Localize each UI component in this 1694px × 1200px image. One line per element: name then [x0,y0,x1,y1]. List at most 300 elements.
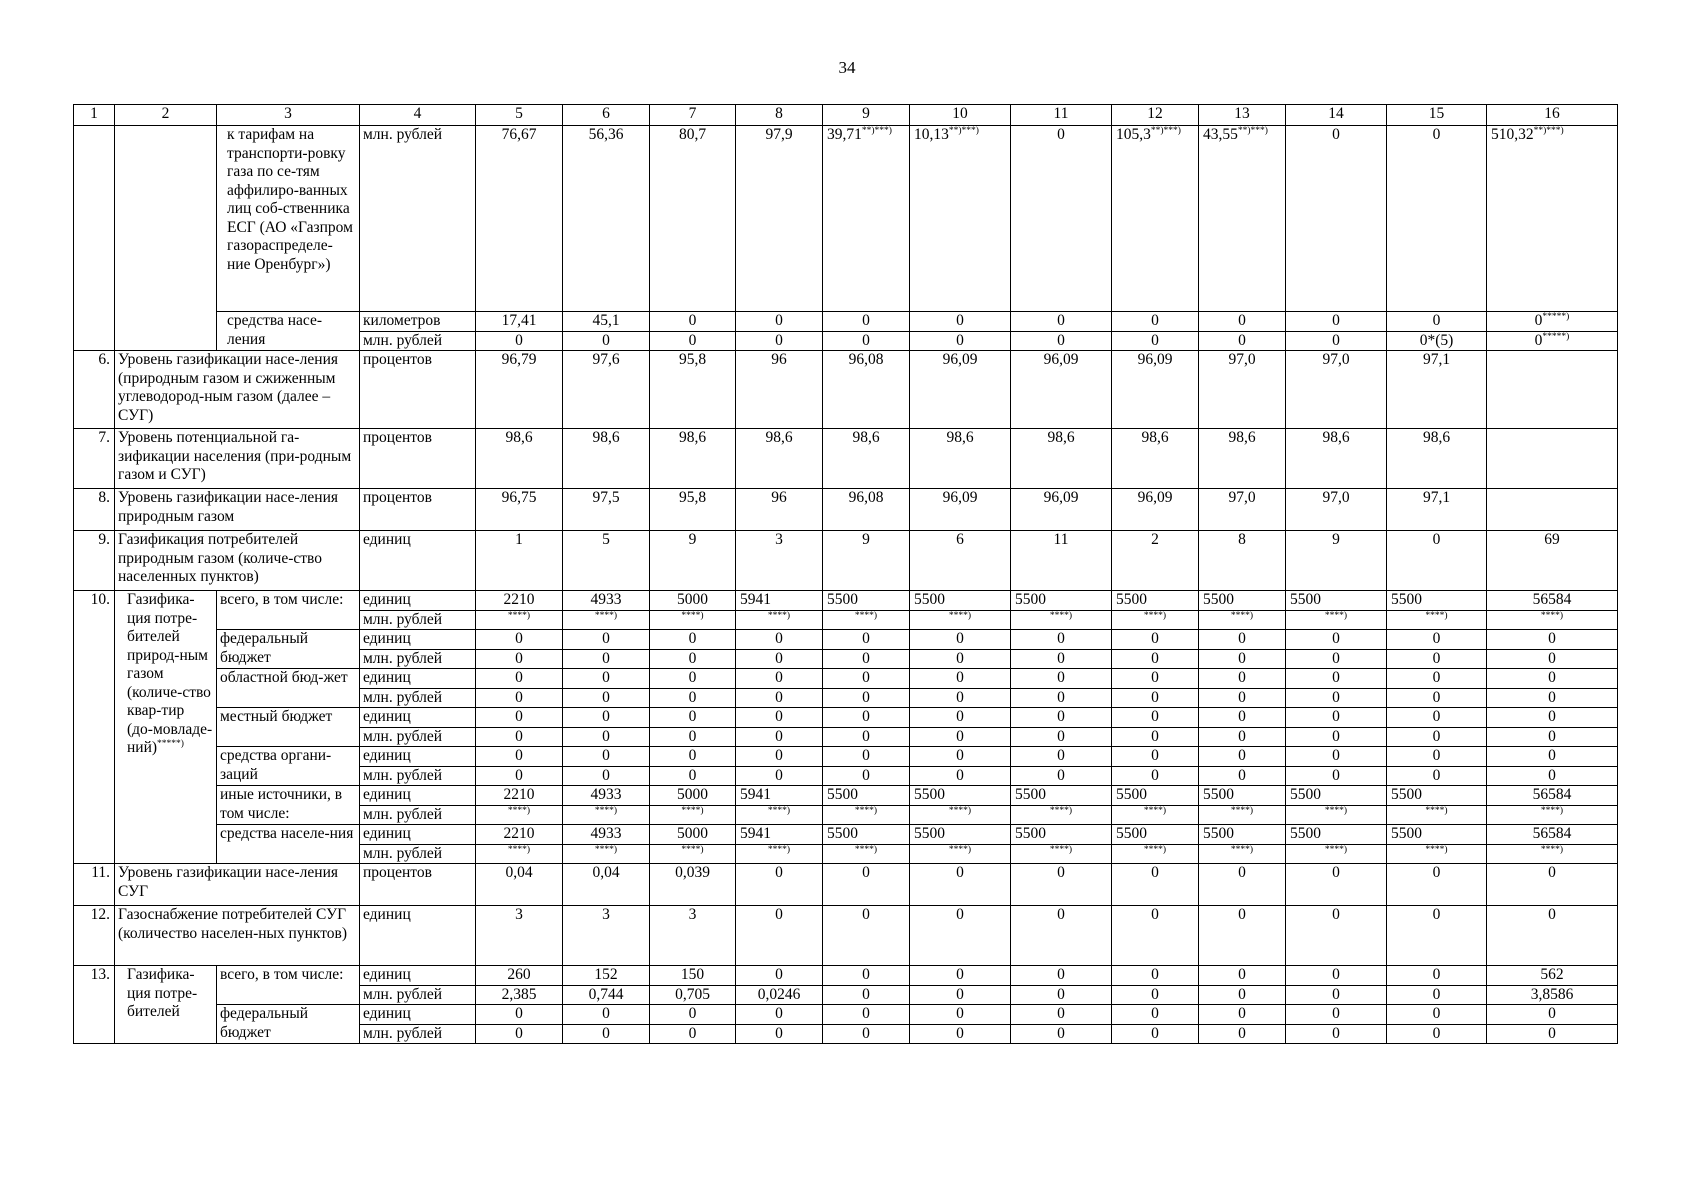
value-cell [1286,844,1387,864]
value-cell: 0 [1112,630,1199,650]
cell-value: 10,13 [914,126,949,143]
value-cell: 0 [476,1005,563,1025]
value-cell: 2210 [476,825,563,845]
value-cell: 0 [910,766,1011,786]
value-cell: 98,6 [1011,429,1112,489]
unit-cell: единиц [360,630,476,650]
indicator-label: Газификация потребителей природным газом (количе-ство населенных пунктов) [115,531,360,591]
value-cell: 0 [736,1024,823,1044]
value-cell: 96,08 [823,489,910,531]
value-cell: 0 [650,312,736,332]
value-cell: 0 [563,1005,650,1025]
unit-cell: процентов [360,351,476,429]
unit-cell: единиц [360,591,476,611]
unit-cell: единиц [360,669,476,689]
value-cell: 0 [650,630,736,650]
value-cell: 0 [1387,906,1487,966]
value-cell: 0 [910,727,1011,747]
row-number: 11. [74,864,115,906]
value-cell: 0 [1286,688,1387,708]
column-header: 12 [1112,105,1199,126]
value-cell: 0 [910,747,1011,767]
value-cell: 2,385 [476,985,563,1005]
indicator-label: Уровень газификации насе-ления (природным газом и сжиженным углеводород-ным газом (далее – СУГ) [115,351,360,429]
value-cell: 0 [1487,708,1618,728]
value-cell: 152 [563,966,650,986]
value-cell: 5500 [1112,591,1199,611]
value-cell: 0 [1286,985,1387,1005]
value-cell: 0 [823,331,910,351]
value-cell: 5500 [910,786,1011,806]
table-row [74,864,1618,906]
sub-label: средства населе-ния [217,825,360,864]
value-cell [736,805,823,825]
value-cell [1487,610,1618,630]
footnote-mark: **)***) [1237,125,1268,136]
value-cell: 0 [1387,708,1487,728]
value-cell: 5500 [1199,825,1286,845]
value-cell [476,844,563,864]
value-cell [1011,844,1112,864]
value-cell: 0 [823,630,910,650]
value-cell: 0 [563,708,650,728]
value-cell: 0 [1387,1005,1487,1025]
sub-label: местный бюджет [217,708,360,747]
value-cell: 0 [650,766,736,786]
footnote-mark: ****) [854,805,878,816]
value-cell: 96,08 [823,351,910,429]
footnote-mark: ****) [507,805,531,816]
footnote-mark: **)***) [861,125,892,136]
value-cell: 0 [476,669,563,689]
column-header: 15 [1387,105,1487,126]
unit-cell: процентов [360,429,476,489]
row-number: 9. [74,531,115,591]
value-cell [650,610,736,630]
value-cell: 5941 [736,825,823,845]
value-cell: 0 [823,688,910,708]
footnote-mark: *****) [1542,331,1570,342]
value-cell [650,844,736,864]
value-cell: 150 [650,966,736,986]
value-cell [1199,844,1286,864]
column-header: 11 [1011,105,1112,126]
indicator-label: Газифика-ция потре-бителей [115,966,217,1044]
value-cell: 5500 [1387,786,1487,806]
value-cell: 0 [1199,708,1286,728]
value-cell: 0,744 [563,985,650,1005]
table-row [74,747,1618,767]
column-header: 8 [736,105,823,126]
footnote-mark: ****) [1230,610,1254,621]
unit-cell: единиц [360,786,476,806]
value-cell: 0 [1199,312,1286,332]
value-cell: 0 [476,649,563,669]
indicator-label: Уровень газификации насе-ления СУГ [115,864,360,906]
value-cell [476,805,563,825]
value-cell: 5941 [736,591,823,611]
unit-cell: процентов [360,489,476,531]
value-cell: 97,1 [1387,351,1487,429]
indicator-label: Уровень потенциальной га-зификации населения (при-родным газом и СУГ) [115,429,360,489]
value-cell [1487,351,1618,429]
value-cell: 0 [650,669,736,689]
indicator-label-text: Газифика-ция потре-бителей природ-ным газом (количе-ство квар-тир (до-мовладе-ний) [127,591,213,756]
value-cell: 0 [823,1005,910,1025]
value-cell: 0 [823,906,910,966]
value-cell: 5500 [1387,591,1487,611]
value-cell: 5500 [1199,786,1286,806]
value-cell: 97,0 [1286,489,1387,531]
value-cell: 0 [736,766,823,786]
value-cell: 0 [1387,985,1487,1005]
table-row [74,906,1618,966]
value-cell: 0 [1112,864,1199,906]
value-cell: 0 [910,1005,1011,1025]
value-cell: 0 [910,708,1011,728]
footnote-mark: **)***) [1150,125,1181,136]
value-cell: 0 [1286,649,1387,669]
value-cell: 0 [1112,1005,1199,1025]
column-header: 16 [1487,105,1618,126]
value-cell: 96,09 [1011,489,1112,531]
value-cell: 0 [1011,331,1112,351]
value-cell: 0 [476,331,563,351]
column-header: 5 [476,105,563,126]
value-cell [1286,610,1387,630]
column-header: 13 [1199,105,1286,126]
value-cell: 0*(5) [1387,331,1487,351]
value-cell: 4933 [563,825,650,845]
row-number: 13. [74,966,115,1044]
value-cell: 0 [476,630,563,650]
value-cell: 0 [823,766,910,786]
value-cell: 0 [563,331,650,351]
value-cell [650,805,736,825]
value-cell: 0 [1387,864,1487,906]
value-cell: 98,6 [1387,429,1487,489]
value-cell: 0 [1387,669,1487,689]
value-cell: 0 [1011,727,1112,747]
value-cell [736,610,823,630]
table-row [74,489,1618,531]
unit-cell: млн. рублей [360,985,476,1005]
indicator-label [115,126,217,351]
footnote-mark: ****) [1143,844,1167,855]
value-cell: 5500 [1199,591,1286,611]
value-cell: 0 [1286,312,1387,332]
table-row [74,591,1618,611]
value-cell: 97,5 [563,489,650,531]
unit-cell: процентов [360,864,476,906]
value-cell: 0 [563,1024,650,1044]
value-cell: 0 [1387,312,1487,332]
column-header: 9 [823,105,910,126]
value-cell [563,610,650,630]
value-cell [910,610,1011,630]
value-cell: 0,705 [650,985,736,1005]
value-cell: 1 [476,531,563,591]
footnote-mark: ****) [1143,805,1167,816]
value-cell: 0 [650,708,736,728]
value-cell: 0 [650,331,736,351]
value-cell: 0 [1011,747,1112,767]
value-cell: 3 [476,906,563,966]
cell-value: 105,3 [1116,126,1151,143]
value-cell: 98,6 [1286,429,1387,489]
value-cell: 0 [1199,966,1286,986]
value-cell: 17,41 [476,312,563,332]
footnote-mark: **)***) [1533,125,1564,136]
column-header: 6 [563,105,650,126]
value-cell: 96,09 [910,489,1011,531]
footnote-mark: ****) [767,805,791,816]
value-cell: 0,0246 [736,985,823,1005]
footnote-mark: **)***) [948,125,979,136]
value-cell: 56584 [1487,591,1618,611]
column-header: 3 [217,105,360,126]
unit-cell: млн. рублей [360,688,476,708]
value-cell: 76,67 [476,126,563,312]
value-cell: 0 [1487,649,1618,669]
value-cell: 80,7 [650,126,736,312]
table-row [74,312,1618,332]
value-cell: 97,6 [563,351,650,429]
unit-cell: млн. рублей [360,844,476,864]
value-cell [476,610,563,630]
unit-cell: млн. рублей [360,126,476,312]
value-cell [910,844,1011,864]
indicator-label [115,591,217,864]
footnote-mark: ****) [948,610,972,621]
value-cell: 0,04 [563,864,650,906]
value-cell: 56584 [1487,825,1618,845]
value-cell: 5000 [650,591,736,611]
value-cell [910,126,1011,312]
value-cell: 45,1 [563,312,650,332]
value-cell: 0 [1199,864,1286,906]
value-cell: 562 [1487,966,1618,986]
value-cell: 0 [1011,126,1112,312]
sub-label: средства органи-заций [217,747,360,786]
value-cell: 0 [1011,766,1112,786]
value-cell: 98,6 [1199,429,1286,489]
value-cell: 0 [1286,1005,1387,1025]
value-cell: 0 [563,766,650,786]
value-cell: 0 [736,312,823,332]
footnote-mark: ****) [948,844,972,855]
value-cell: 5500 [1011,786,1112,806]
value-cell: 0 [1286,966,1387,986]
value-cell: 96 [736,489,823,531]
value-cell: 0 [1112,906,1199,966]
value-cell: 0 [1199,985,1286,1005]
value-cell: 0 [910,312,1011,332]
value-cell: 0 [563,630,650,650]
value-cell: 5500 [910,591,1011,611]
value-cell: 0 [1112,649,1199,669]
value-cell [823,610,910,630]
value-cell: 0 [1112,688,1199,708]
value-cell: 96,75 [476,489,563,531]
value-cell: 0 [736,727,823,747]
sub-label: областной бюд-жет [217,669,360,708]
column-header: 4 [360,105,476,126]
footnote-mark: ****) [854,844,878,855]
footnote-mark: ****) [1230,805,1254,816]
value-cell [563,805,650,825]
column-header: 2 [115,105,217,126]
value-cell: 5500 [1112,825,1199,845]
value-cell [1112,805,1199,825]
value-cell [1199,126,1286,312]
value-cell: 5500 [823,786,910,806]
value-cell: 5941 [736,786,823,806]
value-cell: 0 [1011,649,1112,669]
table-row [74,630,1618,650]
value-cell: 0 [1199,649,1286,669]
sub-label: иные источники, в том числе: [217,786,360,825]
value-cell: 5500 [1387,825,1487,845]
column-header: 14 [1286,105,1387,126]
value-cell: 8 [1199,531,1286,591]
value-cell: 56,36 [563,126,650,312]
footnote-mark: ****) [1049,805,1073,816]
value-cell [1487,331,1618,351]
value-cell: 96,09 [1112,351,1199,429]
value-cell: 0 [563,688,650,708]
value-cell [1487,429,1618,489]
footnote-mark: ****) [1425,805,1448,816]
value-cell: 0 [650,747,736,767]
table-row [74,966,1618,986]
unit-cell: единиц [360,747,476,767]
value-cell: 96 [736,351,823,429]
sub-label: федеральный бюджет [217,630,360,669]
value-cell: 0 [910,985,1011,1005]
footnote-mark: ****) [1230,844,1254,855]
value-cell: 2 [1112,531,1199,591]
value-cell: 0 [476,727,563,747]
unit-cell: млн. рублей [360,649,476,669]
value-cell: 0 [1387,747,1487,767]
value-cell: 0 [1487,747,1618,767]
value-cell: 0 [1112,312,1199,332]
footnote-mark: ****) [854,610,878,621]
value-cell: 0 [1487,1005,1618,1025]
value-cell: 0 [1112,766,1199,786]
unit-cell: единиц [360,708,476,728]
value-cell: 0 [650,727,736,747]
value-cell: 9 [650,531,736,591]
value-cell: 9 [823,531,910,591]
value-cell: 5500 [823,591,910,611]
value-cell: 260 [476,966,563,986]
value-cell: 0 [1286,747,1387,767]
value-cell: 0 [1487,688,1618,708]
unit-cell: единиц [360,531,476,591]
value-cell [823,844,910,864]
cell-value: 0 [1534,312,1543,329]
unit-cell: единиц [360,906,476,966]
unit-cell: млн. рублей [360,331,476,351]
value-cell: 3 [736,531,823,591]
value-cell: 3,8586 [1487,985,1618,1005]
value-cell: 0 [1011,669,1112,689]
row-number [74,126,115,351]
value-cell: 6 [910,531,1011,591]
value-cell: 98,6 [563,429,650,489]
value-cell: 0 [736,1005,823,1025]
value-cell: 0 [563,747,650,767]
value-cell: 0 [1487,1024,1618,1044]
footnote-mark: ****) [1540,805,1564,816]
value-cell: 0 [1199,906,1286,966]
value-cell: 4933 [563,591,650,611]
footnote-mark: *****) [157,738,184,749]
value-cell: 96,09 [1011,351,1112,429]
value-cell: 0 [823,1024,910,1044]
value-cell: 2210 [476,591,563,611]
unit-cell: единиц [360,825,476,845]
value-cell: 0 [1112,747,1199,767]
cell-value: 510,32 [1491,126,1534,143]
value-cell: 5500 [910,825,1011,845]
value-cell: 0 [1199,1024,1286,1044]
value-cell: 96,79 [476,351,563,429]
value-cell: 0 [823,747,910,767]
sub-label: к тарифам на транспорти-ровку газа по се-тям аффилиро-ванных лиц соб-ственника ЕСГ (АО «Газпром газораспределе-ние Оренбург») [217,126,360,312]
value-cell: 0 [1011,312,1112,332]
footnote-mark: ****) [594,610,618,621]
value-cell [1387,844,1487,864]
value-cell: 0 [1387,630,1487,650]
value-cell [736,844,823,864]
value-cell: 0 [823,312,910,332]
value-cell: 0 [650,1005,736,1025]
footnote-mark: ****) [1324,610,1348,621]
value-cell: 0 [1387,126,1487,312]
value-cell: 5500 [1011,591,1112,611]
value-cell: 0 [476,747,563,767]
footnote-mark: ****) [1049,610,1073,621]
value-cell [1487,126,1618,312]
value-cell: 98,6 [736,429,823,489]
data-table [73,104,1618,1044]
cell-value: 0 [1534,331,1543,349]
value-cell: 0 [823,864,910,906]
value-cell: 95,8 [650,351,736,429]
table-row [74,531,1618,591]
value-cell: 5500 [1011,825,1112,845]
footnote-mark: ****) [594,805,618,816]
value-cell: 97,9 [736,126,823,312]
value-cell [1487,312,1618,332]
value-cell: 0 [910,864,1011,906]
table-row [74,825,1618,845]
row-number: 10. [74,591,115,864]
value-cell: 0 [823,708,910,728]
value-cell: 0 [1112,331,1199,351]
value-cell [823,805,910,825]
unit-cell: единиц [360,966,476,986]
value-cell: 0 [1286,708,1387,728]
footnote-mark: ****) [1049,844,1073,855]
value-cell: 5500 [1286,786,1387,806]
value-cell: 0 [910,906,1011,966]
cell-value: 39,71 [827,126,862,143]
cell-value: 43,55 [1203,126,1238,143]
